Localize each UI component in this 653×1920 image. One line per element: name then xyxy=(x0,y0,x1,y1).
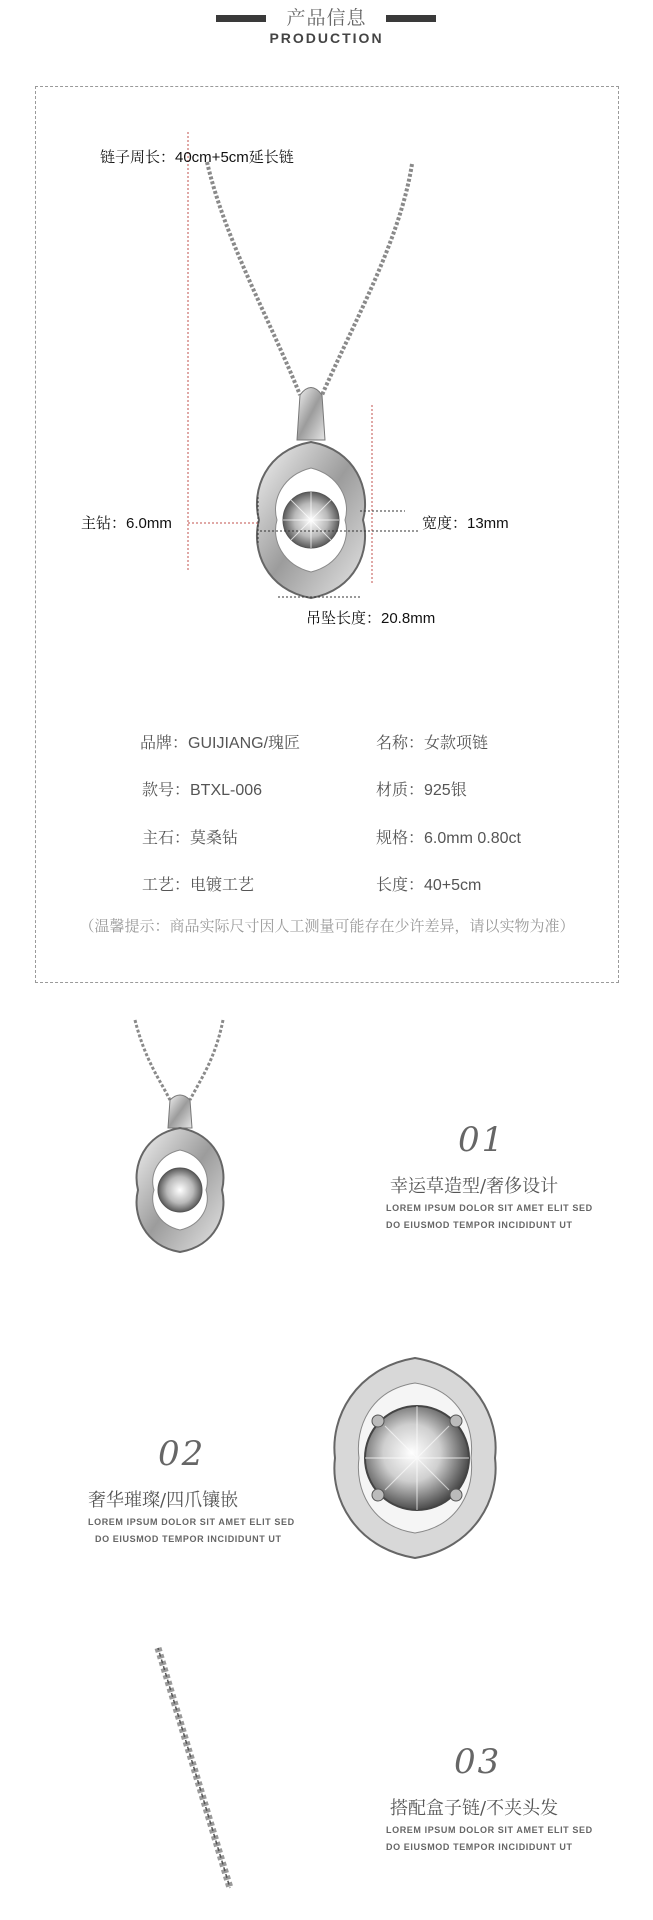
feature-title-02: 奢华璀璨/四爪镶嵌 xyxy=(88,1490,239,1511)
chain-length-label: 链子周长：40cm+5cm延长链 xyxy=(100,149,294,166)
spec-main-stone: 主石：莫桑钻 xyxy=(142,830,239,847)
feature-lorem-01-line1: LOREM IPSUM DOLOR SIT AMET ELIT SED xyxy=(386,1203,593,1213)
feature-lorem-03-line1: LOREM IPSUM DOLOR SIT AMET ELIT SED xyxy=(386,1825,593,1835)
spec-brand: 品牌：GUIJIANG/瑰匠 xyxy=(140,735,301,752)
spec-craft: 工艺：电镀工艺 xyxy=(142,877,255,894)
feature-title-01: 幸运草造型/奢侈设计 xyxy=(390,1176,559,1197)
section-title: 产品信息 xyxy=(286,7,367,29)
feature-number-01: 01 xyxy=(458,1120,506,1160)
measurement-note: （温馨提示：商品实际尺寸因人工测量可能存在少许差异，请以实物为准） xyxy=(79,917,575,935)
feature-lorem-02-line1: LOREM IPSUM DOLOR SIT AMET ELIT SED xyxy=(88,1517,295,1527)
feature-lorem-02-line2: DO EIUSMOD TEMPOR INCIDIDUNT UT xyxy=(95,1534,282,1544)
spec-size: 规格：6.0mm 0.80ct xyxy=(376,830,521,847)
section-subtitle: PRODUCTION xyxy=(269,30,384,46)
spec-model: 款号：BTXL-006 xyxy=(142,782,263,799)
spec-name: 名称：女款项链 xyxy=(376,735,489,752)
pendant-product-image xyxy=(115,1020,275,1260)
necklace-dimension-illustration xyxy=(0,0,653,660)
spec-material: 材质：925银 xyxy=(376,782,467,799)
feature-lorem-03-line2: DO EIUSMOD TEMPOR INCIDIDUNT UT xyxy=(386,1842,573,1852)
pendant-length-label: 吊坠长度：20.8mm xyxy=(306,610,436,627)
feature-title-03: 搭配盒子链/不夹头发 xyxy=(390,1798,559,1819)
feature-number-03: 03 xyxy=(454,1742,502,1782)
gem-closeup-image xyxy=(325,1358,505,1558)
spec-length: 长度：40+5cm xyxy=(376,877,482,894)
box-chain-image xyxy=(150,1648,240,1898)
feature-number-02: 02 xyxy=(158,1434,206,1474)
width-label: 宽度：13mm xyxy=(422,515,509,532)
stone-size-label: 主钻：6.0mm xyxy=(81,515,172,532)
feature-lorem-01-line2: DO EIUSMOD TEMPOR INCIDIDUNT UT xyxy=(386,1220,573,1230)
